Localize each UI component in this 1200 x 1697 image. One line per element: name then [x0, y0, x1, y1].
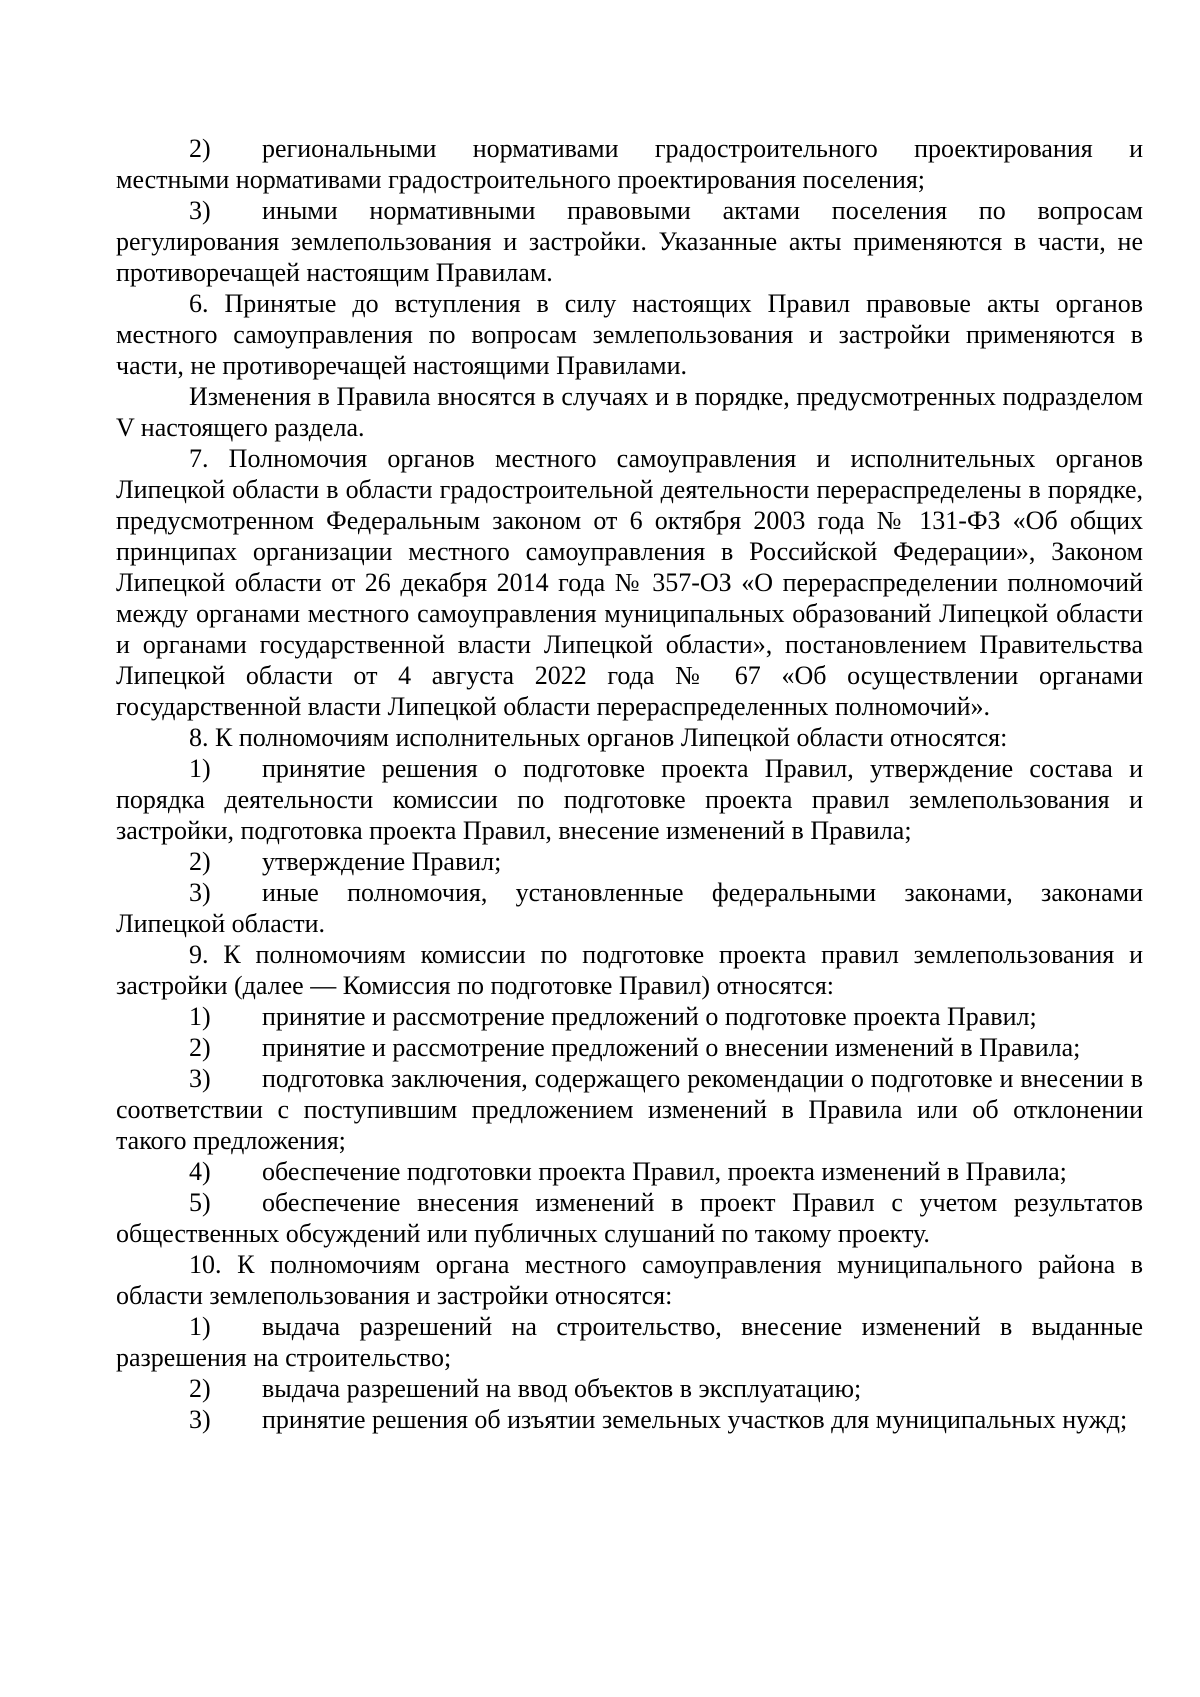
item-text: иные полномочия, установленные федеральными законами, законами Липецкой области.	[116, 878, 1143, 938]
document-page	[116, 133, 1143, 1435]
paragraph: 7. Полномочия органов местного самоуправления и исполнительных органов Липецкой области в области градостроительной деятельности перераспределены в порядке, предусмотренном Федеральным законом от 6 октября 2003 года № 131-ФЗ «Об общих принципах организации местного самоуправления в Российской Федерации», Законом Липецкой области от 26 декабря 2014 года № 357-ОЗ «О перераспределении полномочий между органами местного самоуправления муниципальных образований Липецкой области и органами государственной власти Липецкой области», постановлением Правительства Липецкой области от 4 августа 2022 года № 67 «Об осуществлении органами государственной власти Липецкой области перераспределенных полномочий».	[116, 444, 1143, 721]
list-item	[116, 1404, 1143, 1435]
paragraph: Изменения в Правила вносятся в случаях и в порядке, предусмотренных подразделом V настоящего раздела.	[116, 382, 1143, 442]
item-number: 2)	[189, 1033, 211, 1062]
item-text: принятие и рассмотрение предложений о подготовке проекта Правил;	[262, 1002, 1037, 1031]
list-item	[116, 877, 1143, 939]
item-number: 3)	[189, 878, 211, 907]
item-number: 3)	[189, 1064, 211, 1093]
list-item	[116, 1373, 1143, 1404]
item-number: 3)	[189, 1405, 211, 1434]
list-item	[116, 133, 1143, 195]
item-text: утверждение Правил;	[262, 847, 502, 876]
list-item	[116, 753, 1143, 846]
list-item	[116, 846, 1143, 877]
list-item	[116, 1311, 1143, 1373]
item-text: обеспечение подготовки проекта Правил, проекта изменений в Правила;	[262, 1157, 1067, 1186]
item-number: 2)	[189, 1374, 211, 1403]
item-number: 1)	[189, 1002, 211, 1031]
paragraph: 10. К полномочиям органа местного самоуправления муниципального района в области землепользования и застройки относятся:	[116, 1250, 1143, 1310]
item-text: иными нормативными правовыми актами поселения по вопросам регулирования землепользования и застройки. Указанные акты применяются в части, не противоречащей настоящим Правилам.	[116, 196, 1143, 287]
list-item	[116, 1032, 1143, 1063]
item-text: выдача разрешений на строительство, внесение изменений в выданные разрешения на строительство;	[116, 1312, 1143, 1372]
item-number: 3)	[189, 196, 211, 225]
item-number: 1)	[189, 754, 211, 783]
list-item	[116, 195, 1143, 288]
list-item	[116, 1156, 1143, 1187]
list-item	[116, 1063, 1143, 1156]
paragraph: 6. Принятые до вступления в силу настоящих Правил правовые акты органов местного самоуправления по вопросам землепользования и застройки применяются в части, не противоречащей настоящими Правилами.	[116, 289, 1143, 380]
item-number: 4)	[189, 1157, 211, 1186]
item-text: обеспечение внесения изменений в проект Правил с учетом результатов общественных обсуждений или публичных слушаний по такому проекту.	[116, 1188, 1143, 1248]
item-text: выдача разрешений на ввод объектов в эксплуатацию;	[262, 1374, 862, 1403]
list-item	[116, 1187, 1143, 1249]
item-text: принятие решения о подготовке проекта Правил, утверждение состава и порядка деятельности комиссии по подготовке проекта правил землепользования и застройки, подготовка проекта Правил, внесение изменений в Правила;	[116, 754, 1143, 845]
item-number: 5)	[189, 1188, 211, 1217]
item-number: 1)	[189, 1312, 211, 1341]
list-item	[116, 1001, 1143, 1032]
item-text: региональными нормативами градостроительного проектирования и местными нормативами градостроительного проектирования поселения;	[116, 134, 1143, 194]
item-number: 2)	[189, 847, 211, 876]
item-text: принятие решения об изъятии земельных участков для муниципальных нужд;	[262, 1405, 1128, 1434]
item-text: принятие и рассмотрение предложений о внесении изменений в Правила;	[262, 1033, 1081, 1062]
paragraph: 9. К полномочиям комиссии по подготовке проекта правил землепользования и застройки (далее — Комиссия по подготовке Правил) относятся:	[116, 940, 1143, 1000]
item-text: подготовка заключения, содержащего рекомендации о подготовке и внесении в соответствии с поступившим предложением изменений в Правила или об отклонении такого предложения;	[116, 1064, 1143, 1155]
item-number: 2)	[189, 134, 211, 163]
paragraph: 8. К полномочиям исполнительных органов Липецкой области относятся:	[189, 723, 1008, 752]
